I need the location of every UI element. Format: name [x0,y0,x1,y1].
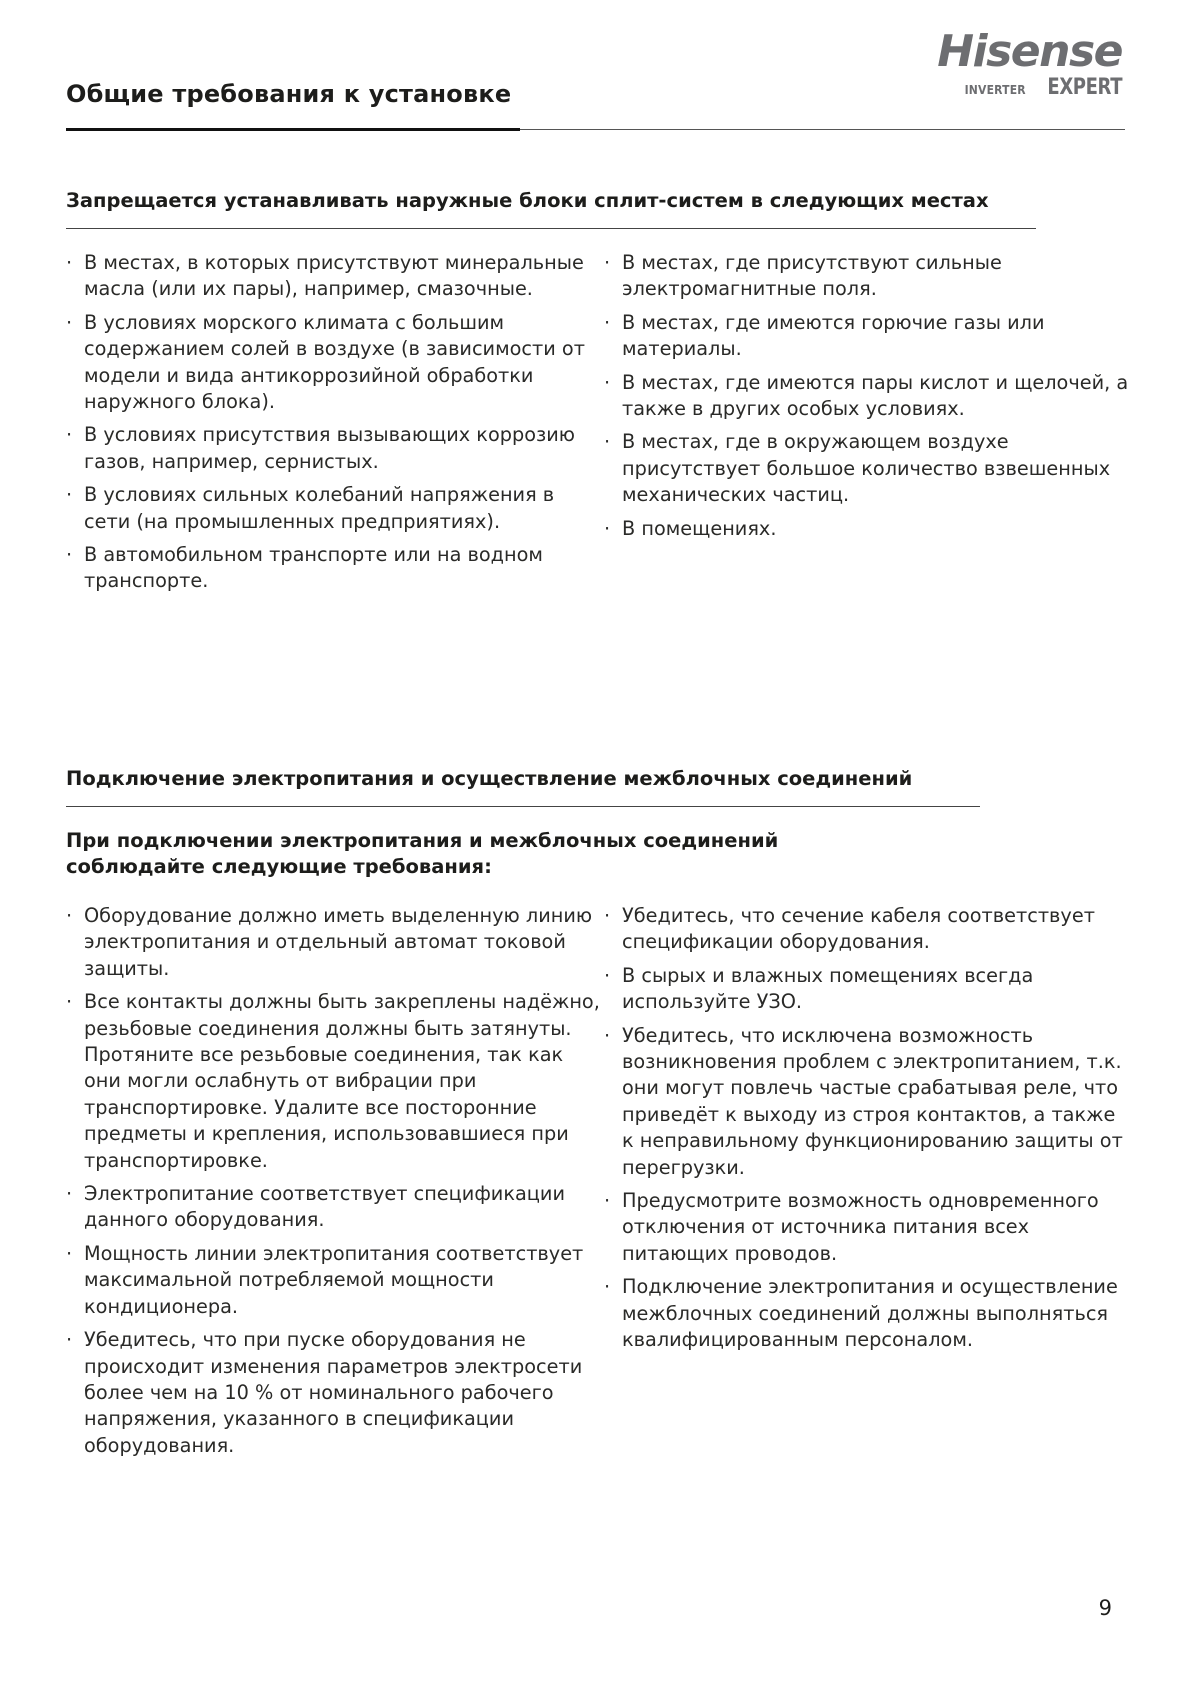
list-item-text: В помещениях. [622,516,777,540]
list-item-text: Убедитесь, что сечение кабеля соответствует спецификации оборудования. [622,904,1095,954]
list-item-text: Все контакты должны быть закреплены надёжно, резьбовые соединения должны быть затянуты. Протяните все резьбовые соединения, так как они могли ослабнуть от вибрации при транспортировке. Удалите все посторонние предметы и крепления, использовавшиеся при транспортировке. [84,990,600,1172]
list-item [66,422,606,475]
logo-subline [937,76,1122,102]
list-item [604,1274,1124,1353]
list-item-text: Оборудование должно иметь выделенную линию электропитания и отдельный автомат токовой защиты. [84,904,593,980]
bullet: · [66,251,73,274]
bullet: · [66,310,73,334]
section-divider [66,806,980,807]
section-heading-power-connection: Подключение электропитания и осуществление межблочных соединений [66,767,913,790]
bullet: · [604,251,611,274]
list-item [604,310,1144,363]
requirements-list-left [66,903,606,1466]
list-item-text: В условиях присутствия вызывающих коррозию газов, например, сернистых. [84,423,576,473]
logo-brand: Hisense [937,26,1122,77]
bullet: · [604,1275,611,1299]
list-item-text: Убедитесь, что исключена возможность возникновения проблем с электропитанием, т.к. они могут повлечь частые срабатывая реле, что приведёт к выходу из строя контактов, а также к неправильному функционированию защиты от перегрузки. [622,1023,1123,1179]
bullet: · [66,543,73,567]
section-heading-prohibited-locations: Запрещается устанавливать наружные блоки сплит-систем в следующих местах [66,189,989,212]
bullet: · [604,1023,611,1047]
list-item [604,963,1124,1016]
header-divider-accent [66,128,520,131]
prohibited-list-right [604,250,1144,549]
subheading-line: При подключении электропитания и межблочных соединений [66,829,779,852]
subheading-line: соблюдайте следующие требования: [66,855,492,878]
list-item-text: В условиях морского климата с большим содержанием солей в воздухе (в зависимости от модели и вида антикоррозийной обработки наружного блока). [84,310,585,414]
bullet: · [66,1241,73,1265]
requirements-list-right [604,903,1124,1361]
bullet: · [66,483,73,507]
list-item-text: Электропитание соответствует спецификации данного оборудования. [84,1182,565,1232]
bullet: · [66,423,73,447]
list-item [604,429,1144,508]
bullet: · [604,904,611,927]
list-item [604,516,1144,542]
bullet: · [604,516,611,540]
list-item-text: В местах, где имеются горючие газы или материалы. [622,310,1045,361]
page-title: Общие требования к установке [66,80,512,108]
list-item [66,1327,606,1459]
list-item [66,903,606,982]
list-item-text: Мощность линии электропитания соответствует максимальной потребляемой мощности кондиционера. [84,1241,584,1318]
list-item [66,482,606,535]
list-item-text: Убедитесь, что при пуске оборудования не происходит изменения параметров электросети более чем на 10 % от номинального рабочего напряжения, указанного в спецификации оборудования. [84,1328,583,1457]
bullet: · [66,904,73,927]
logo-line: INVERTER [964,83,1026,97]
list-item [66,542,606,595]
list-item [66,1181,606,1234]
list-item-text: В условиях сильных колебаний напряжения в сети (на промышленных предприятиях). [84,483,555,533]
list-item-text: Предусмотрите возможность одновременного отключения от источника питания всех питающих проводов. [622,1189,1099,1265]
list-item [66,1241,606,1320]
list-item-text: В местах, где имеются пары кислот и щелочей, а также в других особых условиях. [622,370,1129,421]
list-item-text: В сырых и влажных помещениях всегда используйте УЗО. [622,963,1034,1014]
list-item-text: В местах, где в окружающем воздухе присутствует большое количество взвешенных механических частиц. [622,430,1111,507]
section-divider [66,228,1036,229]
bullet: · [604,310,611,334]
list-item-text: В местах, в которых присутствуют минеральные масла (или их пары), например, смазочные. [84,251,584,301]
requirements-subheading [66,828,778,880]
bullet: · [604,1189,611,1213]
bullet: · [66,990,73,1014]
list-item [66,250,606,303]
list-item [604,370,1144,423]
list-item [66,310,606,416]
bullet: · [66,1182,73,1206]
list-item [604,903,1124,956]
logo-series: EXPERT [1047,75,1122,100]
bullet: · [604,963,611,987]
prohibited-list-left [66,250,606,602]
list-item-text: В местах, где присутствуют сильные электромагнитные поля. [622,251,1002,301]
bullet: · [66,1328,73,1352]
list-item-text: В автомобильном транспорте или на водном транспорте. [84,543,543,593]
list-item [604,1188,1124,1267]
list-item [604,250,1144,303]
page-number: 9 [1098,1596,1112,1620]
hisense-logo [937,26,1122,102]
bullet: · [604,430,611,454]
list-item [604,1023,1124,1181]
list-item-text: Подключение электропитания и осуществление межблочных соединений должны выполняться квалифицированным персоналом. [622,1275,1118,1352]
list-item [66,989,606,1174]
bullet: · [604,370,611,394]
